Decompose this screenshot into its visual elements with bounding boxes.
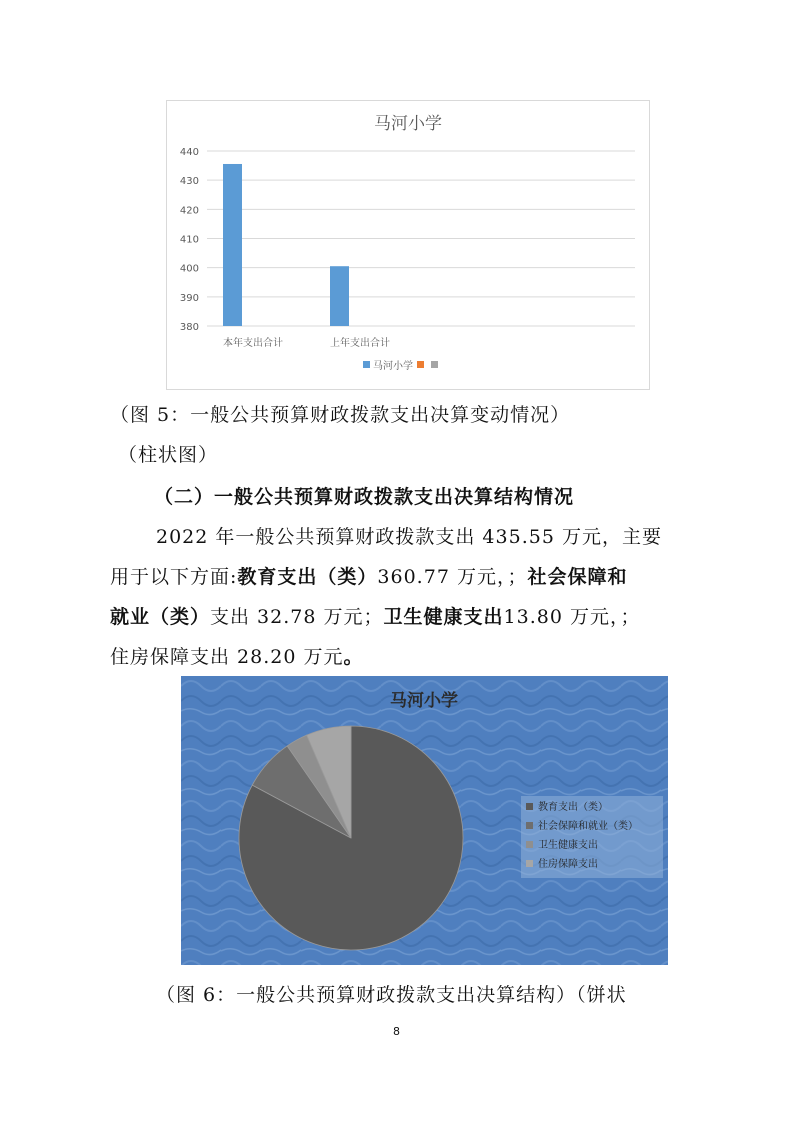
- bar-chart-svg: [167, 101, 649, 389]
- x-tick-label: 本年支出合计: [223, 338, 283, 349]
- paragraph-text: 支出 32.78 万元；: [210, 606, 384, 628]
- y-tick-label: 440: [179, 147, 199, 158]
- paragraph-line4: [110, 638, 690, 676]
- y-tick-label: 420: [179, 205, 199, 217]
- pie-legend-swatch: [526, 803, 533, 810]
- paragraph-bold-period: 。: [343, 646, 364, 668]
- pie-chart-svg: [181, 676, 668, 965]
- paragraph-bold-health: 卫生健康支出: [383, 606, 504, 628]
- pie-legend-swatch: [526, 860, 533, 867]
- legend-swatch: [363, 361, 370, 368]
- paragraph-bold-social: 社会保障和: [527, 566, 628, 588]
- x-tick-label: 上年支出合计: [330, 338, 390, 349]
- paragraph-line2: [110, 558, 700, 596]
- section-heading: （二）一般公共预算财政拨款支出决算结构情况: [154, 486, 575, 508]
- paragraph-line1: 2022 年一般公共预算财政拨款支出 435.55 万元，主要: [156, 526, 662, 548]
- paragraph-line3: [110, 598, 700, 636]
- pie-legend-swatch: [526, 841, 533, 848]
- paragraph-text: 用于以下方面:: [110, 566, 238, 588]
- legend-swatch: [417, 361, 424, 368]
- paragraph-bold-education: 教育支出（类）: [237, 566, 378, 588]
- pie-legend-label: 住房保障支出: [538, 859, 598, 870]
- bar: [330, 266, 349, 326]
- paragraph-bold-employment: 就业（类）: [110, 606, 211, 628]
- y-tick-label: 430: [179, 176, 199, 188]
- y-tick-label: 400: [179, 263, 199, 275]
- bar: [223, 164, 242, 326]
- legend-swatch: [431, 361, 438, 368]
- paragraph-text: 13.80 万元，；: [503, 606, 641, 628]
- paragraph-text: 360.77 万元，；: [377, 566, 528, 588]
- pie-legend-label: 教育支出（类）: [538, 802, 608, 813]
- y-tick-label: 390: [179, 292, 199, 304]
- pie-legend-label: 卫生健康支出: [538, 840, 598, 851]
- page-number: 8: [393, 1025, 400, 1038]
- pie-legend-swatch: [526, 822, 533, 829]
- chart-title: 马河小学: [374, 114, 442, 134]
- legend-label: 马河小学: [373, 361, 413, 372]
- paragraph-text: 住房保障支出 28.20 万元: [110, 646, 344, 668]
- pie-chart: [181, 676, 668, 965]
- figure-5-caption-line1: （图 5：一般公共预算财政拨款支出决算变动情况）: [110, 404, 571, 426]
- figure-5-caption-line2: （柱状图）: [118, 444, 219, 466]
- y-tick-label: 410: [179, 234, 199, 246]
- bar-chart: [166, 100, 650, 390]
- figure-6-caption: （图 6：一般公共预算财政拨款支出决算结构）（饼状: [156, 984, 627, 1006]
- pie-legend-label: 社会保障和就业（类）: [538, 821, 638, 832]
- pie-title: 马河小学: [390, 691, 458, 711]
- y-tick-label: 380: [179, 322, 199, 333]
